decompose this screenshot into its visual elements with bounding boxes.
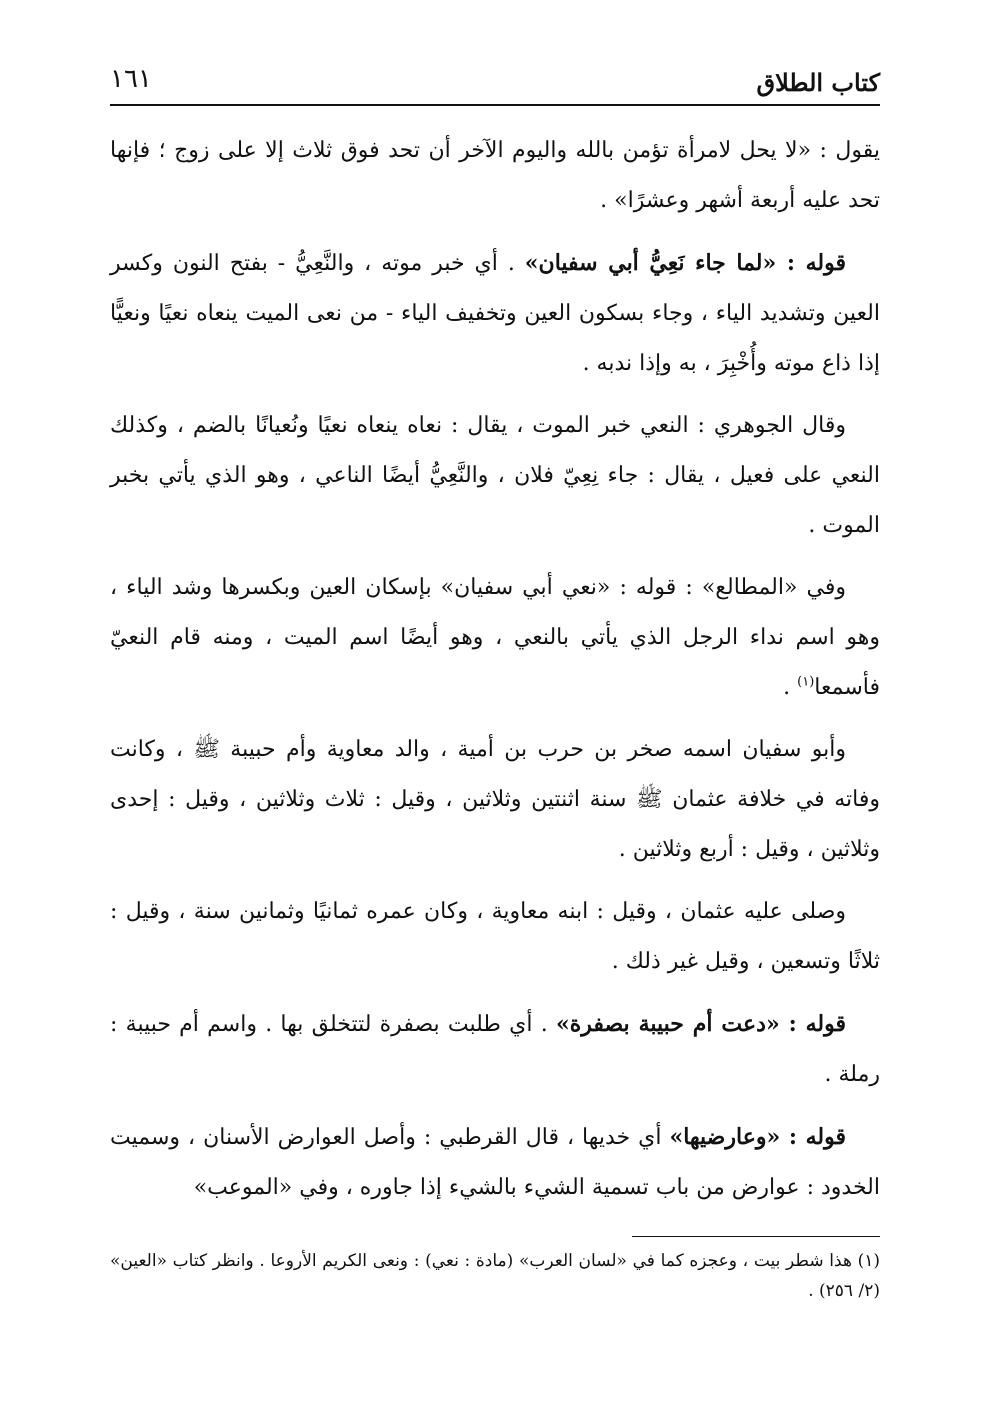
paragraph bbox=[110, 401, 880, 551]
paragraph bbox=[110, 887, 880, 987]
page-header bbox=[110, 60, 880, 110]
chapter-title: كتاب الطلاق bbox=[756, 68, 880, 97]
body-text bbox=[110, 126, 880, 1225]
paragraph-lead: قوله : «لما جاء نَعِيُّ أبي سفيان» bbox=[524, 250, 846, 276]
footnote-separator bbox=[632, 1236, 880, 1237]
footnote: (١) هذا شطر بيت ، وعجزه كما في «لسان العرب» (مادة : نعي) : ونعى الكريم الأروعا . وانظر كتاب «العين» (٢/ ٢٥٦) . bbox=[110, 1251, 880, 1301]
page-number: ١٦١ bbox=[110, 64, 152, 94]
paragraph-text: أي خديها ، قال القرطبي : وأصل العوارض الأسنان ، وسميت الخدود : عوارض من باب تسمية الشيء بالشيء إذا جاوره ، وفي «الموعب» bbox=[110, 1125, 880, 1200]
paragraph-lead: قوله : «دعت أم حبيبة بصفرة» bbox=[555, 1011, 846, 1037]
paragraph bbox=[110, 999, 880, 1100]
paragraph bbox=[110, 1112, 880, 1213]
paragraph-text: وأبو سفيان اسمه صخر بن حرب بن أمية ، والد معاوية وأم حبيبة ﷺ ، وكانت وفاته في خلافة عثمان ﷺ سنة اثنتين وثلاثين ، وقيل : ثلاث وثلاثين ، وقيل : إحدى وثلاثين ، وقيل : أربع وثلاثين . bbox=[110, 737, 880, 862]
paragraph bbox=[110, 725, 880, 875]
paragraph bbox=[110, 126, 880, 226]
paragraph-tail: . bbox=[783, 675, 798, 700]
paragraph-text: . أي طلبت بصفرة لتتخلق بها . واسم أم حبيبة : رملة . bbox=[110, 1012, 880, 1087]
paragraph-lead: قوله : «وعارضيها» bbox=[669, 1124, 846, 1150]
header-rule bbox=[110, 104, 880, 106]
paragraph-text: وقال الجوهري : النعي خبر الموت ، يقال : نعاه ينعاه نعيًا ونُعيانًا بالضم ، وكذلك النعي على فعيل ، يقال : جاء نِعِيّ فلان ، والنَّعِيُّ أيضًا الناعي ، وهو الذي يأتي بخبر الموت . bbox=[110, 413, 880, 538]
paragraph-text: وفي «المطالع» : قوله : «نعي أبي سفيان» بإسكان العين وبكسرها وشد الياء ، وهو اسم نداء الرجل الذي يأتي بالنعي ، وهو أيضًا اسم الميت ، ومنه قام النعيّ فأسمعا bbox=[110, 575, 880, 700]
paragraph-text: . أي خبر موته ، والنَّعِيُّ - بفتح النون وكسر العين وتشديد الياء ، وجاء بسكون العين وتخفيف الياء - من نعى الميت ينعاه نعيًا ونعيًّا إذا ذاع موته وأُخْبِرَ ، به وإذا ندبه . bbox=[110, 251, 880, 376]
paragraph-text: وصلى عليه عثمان ، وقيل : ابنه معاوية ، وكان عمره ثمانيًا وثمانين سنة ، وقيل : ثلاثًا وتسعين ، وقيل غير ذلك . bbox=[110, 899, 880, 974]
paragraph bbox=[110, 238, 880, 389]
paragraph bbox=[110, 563, 880, 713]
footnote-marker: (١) bbox=[797, 674, 815, 690]
paragraph-text: يقول : «لا يحل لامرأة تؤمن بالله واليوم الآخر أن تحد فوق ثلاث إلا على زوج ؛ فإنها تحد عليه أربعة أشهر وعشرًا» . bbox=[110, 138, 880, 213]
